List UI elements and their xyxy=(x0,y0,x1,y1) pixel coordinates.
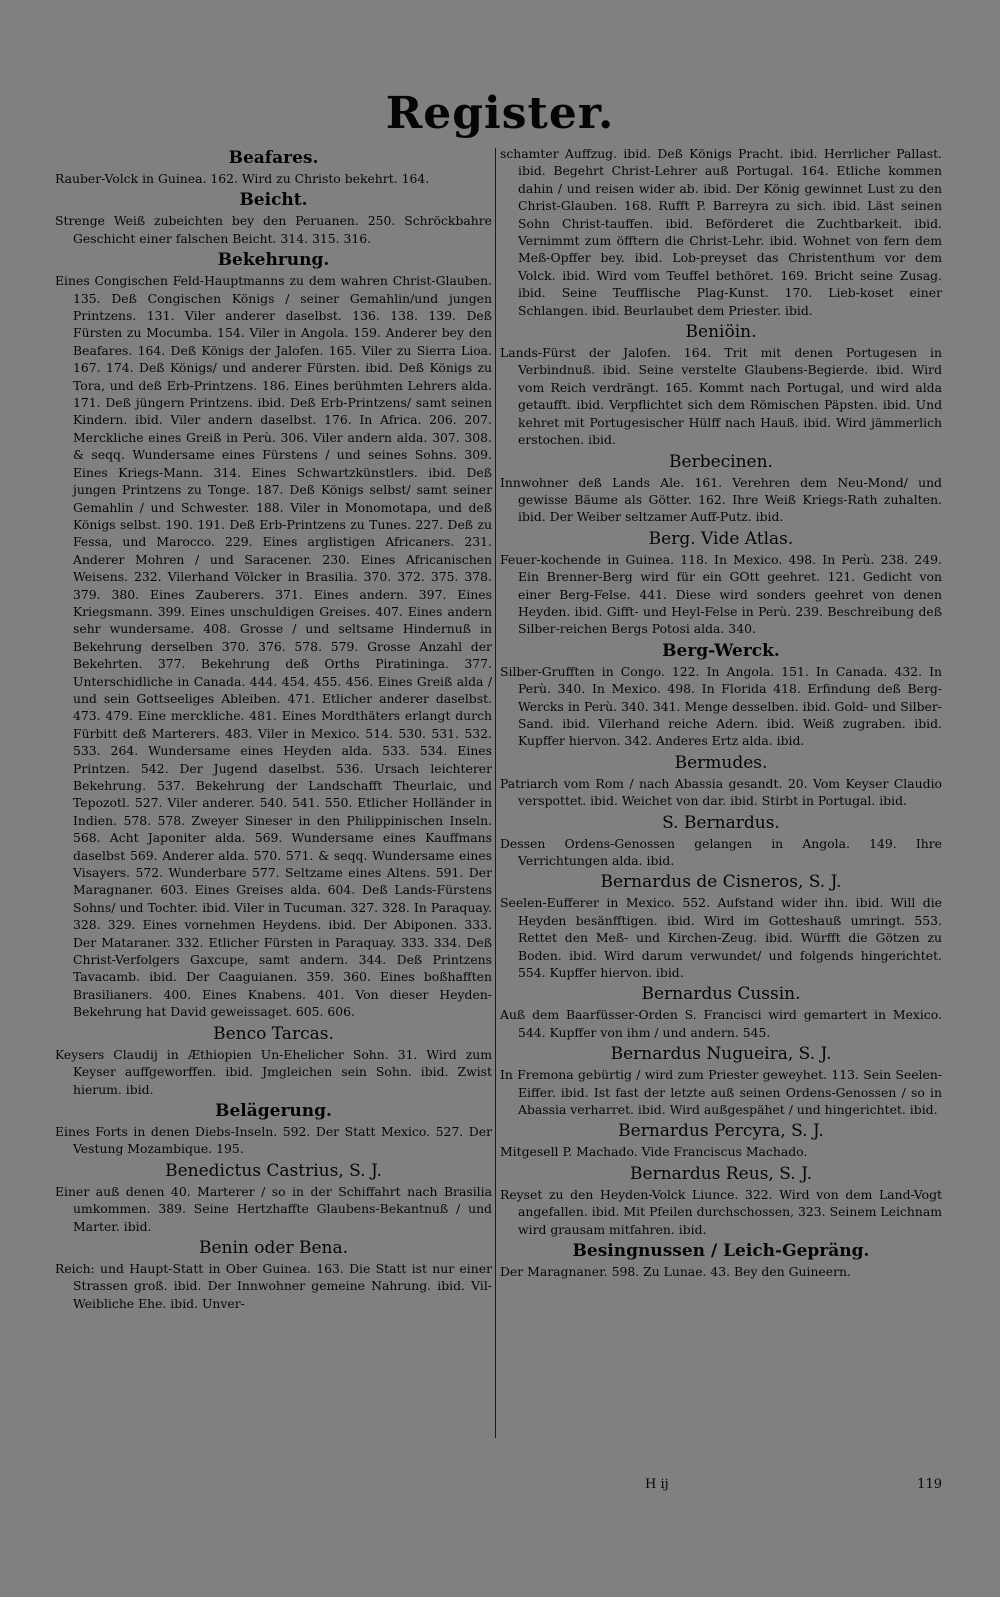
column-divider xyxy=(495,148,496,1438)
register-entry: Strenge Weiß zubeichten bey den Peruanen. 250. Schröckbahre Geschicht einer falschen Beicht. 314. 315. 316. xyxy=(55,213,492,246)
register-heading: S. Bernardus. xyxy=(662,812,780,833)
register-entry: Dessen Ordens-Genossen gelangen in Angola. 149. Ihre Verrichtungen alda. ibid. xyxy=(500,835,942,868)
register-heading: Besingnussen / Leich-Gepräng. xyxy=(572,1241,870,1262)
signature-mark: H ij xyxy=(645,1477,669,1492)
register-heading: Belägerung. xyxy=(215,1100,332,1121)
page-title: Register. xyxy=(385,88,615,139)
left-column xyxy=(55,145,492,1312)
register-entry: Auß dem Baarfüsser-Orden S. Francisci wird gemartert in Mexico. 544. Kupffer von ihm / und andern. 545. xyxy=(500,1007,942,1040)
register-heading: Bernardus Cussin. xyxy=(641,984,801,1005)
register-entry: Reich: und Haupt-Statt in Ober Guinea. 163. Die Statt ist nur einer Strassen groß. ibid. Der Innwohner gemeine Nahrung. ibid. Vil-Weibliche Ehe. ibid. Unver- xyxy=(55,1260,492,1311)
register-heading: Benco Tarcas. xyxy=(213,1023,334,1044)
register-entry: Keysers Claudij in Æthiopien Un-Ehelicher Sohn. 31. Wird zum Keyser auffgeworffen. ibid. Jmgleichen sein Sohn. ibid. Zwist hierum. ibid. xyxy=(55,1046,492,1097)
register-heading: Bernardus Nugueira, S. J. xyxy=(610,1044,832,1065)
register-entry: Rauber-Volck in Guinea. 162. Wird zu Christo bekehrt. 164. xyxy=(55,171,430,186)
register-heading: Bekehrung. xyxy=(217,250,330,271)
register-entry: In Fremona gebürtig / wird zum Priester geweyhet. 113. Sein Seelen-Eiffer. ibid. Ist fast der letzte auß seinen Ordens-Genossen / so in Abassia verharret. ibid. Wird außgespähet / und hingerichtet. ibid. xyxy=(500,1067,942,1118)
register-entry: Reyset zu den Heyden-Volck Liunce. 322. Wird von dem Land-Vogt angefallen. ibid. Mit Pfeilen durchschossen, 323. Seinem Leichnam wird grausam mitfahren. ibid. xyxy=(500,1186,942,1237)
register-entry: Innwohner deß Lands Ale. 161. Verehren dem Neu-Mond/ und gewisse Bäume als Götter. 162. Ihre Weiß Kriegs-Rath zuhalten. ibid. Der Weiber seltzamer Auff-Putz. ibid. xyxy=(500,474,942,525)
register-entry: Eines Forts in denen Diebs-Inseln. 592. Der Statt Mexico. 527. Der Vestung Mozambique. 195. xyxy=(55,1123,492,1157)
register-entry: Lands-Fürst der Jalofen. 164. Trit mit denen Portugesen in Verbindnuß. ibid. Seine verstelte Glaubens-Begierde. ibid. Wird vom Reich verdrängt. 165. Kommt nach Portugal, und wird alda getaufft. ibid. Verpflichtet sich dem Römischen Päpsten. ibid. Und kehret mit Portugesischer Hülff nach Hauß. ibid. Wird jämmerlich erstochen. ibid. xyxy=(500,345,942,448)
register-heading: Beafares. xyxy=(228,148,319,168)
register-entry: schamter Auffzug. ibid. Deß Königs Pracht. ibid. Herrlicher Pallast. ibid. Begehrt Christ-Lehrer auß Portugal. 164. Etliche kommen dahin / und reisen wider ab. ibid. Der König gewinnet Lust zu den Christ-Glauben. 168. Rufft P. Barreyra zu sich. ibid. Läst seinen Sohn Christ-tauffen. ibid. Beförderet die Zuchtbarkeit. ibid. Vernimmt zum öfftern die Christ-Lehr. ibid. Wohnet von fern dem Meß-Opffer bey. ibid. Lob-preyset das Christenthum vor dem Volck. ibid. Wird vom Teuffel bethöret. 169. Bricht seine Zusag. ibid. Seine Teufflische Plag-Kunst. 170. Lieb-koset einer Schlangen. ibid. Beurlaubet dem Priester. ibid. xyxy=(500,146,942,318)
register-entry: Eines Congischen Feld-Hauptmanns zu dem wahren Christ-Glauben. 135. Deß Congischen Königs / seiner Gemahlin/und jungen Printzens. 131. Viler anderer daselbst. 136. 138. 139. Deß Fürsten zu Mocumba. 154. Viler in Angola. 159. Anderer bey den Beafares. 164. Deß Königs der Jalofen. 165. Viler zu Sierra Lioa. 167. 174. Deß Königs/ und anderer Fürsten. ibid. Deß Königs zu Tora, und deß Erb-Printzens. 186. Eines berühmten Lehrers alda. 171. Deß jüngern Printzens. ibid. Deß Erb-Printzens/ samt seinen Kindern. ibid. Viler andern daselbst. 176. In Africa. 206. 207. Merckliche eines Greiß in Perù. 306. Viler andern alda. 307. 308. & seqq. Wundersame eines Fürstens / und seines Sohns. 309. Eines Kriegs-Mann. 314. Eines Schwartzkünstlers. ibid. Deß jungen Printzens zu Tonge. 187. Deß Königs selbst/ samt seiner Gemahlin / und Schwester. 188. Viler in Monomotapa, und deß Königs selbst. 190. 191. Deß Erb-Printzens zu Tunes. 227. Deß zu Fessa, und Marocco. 229. Eines arglistigen Africaners. 231. Anderer Mohren / und Saracener. 230. Eines Africanischen Weisens. 232. Vilerhand Völcker in Brasilia. 370. 372. 375. 378. 379. 380. Eines Zauberers. 371. Eines andern. 397. Eines Kriegsmann. 399. Eines unschuldigen Greises. 407. Eines andern sehr wundersame. 408. Grosse / und seltsame Hindernuß in Bekehrung derselben 370. 376. 578. 579. Grosse Anzahl der Bekehrten. 377. Bekehrung deß Orths Piratininga. 377. Unterschidliche in Canada. 444. 454. 455. 456. Eines Greiß alda / und sein Gottseeliges Ableiben. 471. Etlicher anderer daselbst. 473. 479. Eine merckliche. 481. Eines Mordthäters erlangt durch Fürbitt deß Marterers. 483. Viler in Mexico. 514. 530. 531. 532. 533. 264. Wundersame eines Heyden alda. 533. 534. Eines Printzen. 542. Der Jugend daselbst. 536. Ursach leichterer Bekehrung. 537. Bekehrung der Landschafft Theurlaic, und Tepozotl. 527. Viler anderer. 540. 541. 550. Etlicher Holländer in Indien. 578. 578. Zweyer Sineser in den Philippinischen Inseln. 568. Acht Japoniter alda. 569. Wundersame eines Kauffmans daselbst 569. Anderer alda. 570. 571. & seqq. Wundersame eines Visayers. 572. Wunderbare 577. Seltzame eines Altens. 591. Der Maragnaner. 603. Eines Greises alda. 604. Deß Lands-Fürstens Sohns/ und Tochter. ibid. Viler in Tucuman. 327. 328. In Paraquay. 328. 329. Eines vornehmen Heydens. ibid. Der Abiponen. 333. Der Mataraner. 332. Etlicher Fürsten in Paraquay. 333. 334. Deß Christ-Verfolgers Gaxcupe, samt andern. 344. Deß Printzens Tavacamb. ibid. Der Caaguianen. 359. 360. Eines boßhafften Brasilianers. 400. Eines Knabens. 401. Von dieser Heyden-Bekehrung hat David geweissaget. 605. 606. xyxy=(55,273,492,1020)
register-heading: Berbecinen. xyxy=(669,451,773,472)
register-heading: Bernardus de Cisneros, S. J. xyxy=(600,872,842,893)
register-heading: Beicht. xyxy=(239,190,308,211)
right-column xyxy=(500,145,942,1281)
register-heading: Benin oder Bena. xyxy=(198,1237,349,1258)
register-entry: Feuer-kochende in Guinea. 118. In Mexico. 498. In Perù. 238. 249. Ein Brenner-Berg wird für ein GOtt geehret. 121. Gedicht von einer Berg-Felse. 441. Diese wird sonders geehret von denen Heyden. ibid. Gifft- und Heyl-Felse in Perù. 239. Beschreibung deß Silber-reichen Bergs Potosi alda. 340. xyxy=(500,551,942,637)
register-heading: Benedictus Castrius, S. J. xyxy=(165,1160,382,1181)
register-heading: Bernardus Percyra, S. J. xyxy=(618,1121,824,1142)
register-heading: Beniöin. xyxy=(685,322,757,343)
register-heading: Bernardus Reus, S. J. xyxy=(630,1163,812,1184)
register-entry: Silber-Grufften in Congo. 122. In Angola. 151. In Canada. 432. In Perù. 340. In Mexico. 498. In Florida 418. Erfindung deß Berg-Wercks in Perù. 340. 341. Menge desselben. ibid. Gold- und Silber-Sand. ibid. Vilerhand reiche Adern. ibid. Weiß zugraben. ibid. Kupffer hiervon. 342. Anderes Ertz alda. ibid. xyxy=(500,663,942,749)
register-entry: Mitgesell P. Machado. Vide Franciscus Machado. xyxy=(500,1144,808,1160)
register-entry: Der Maragnaner. 598. Zu Lunae. 43. Bey den Guineern. xyxy=(500,1264,851,1280)
register-entry: Patriarch vom Rom / nach Abassia gesandt. 20. Vom Keyser Claudio verspottet. ibid. Weichet von dar. ibid. Stirbt in Portugal. ibid. xyxy=(500,775,942,809)
register-heading: Berg-Werck. xyxy=(662,640,780,661)
register-entry: Seelen-Eufferer in Mexico. 552. Aufstand wider ihn. ibid. Will die Heyden besänfftigen. ibid. Wird im Gotteshauß umringt. 553. Rettet den Meß- und Kirchen-Zeug. ibid. Würfft die Götzen zu Boden. ibid. Wird darum verwundet/ und folgends hingerichtet. 554. Kupffer hiervon. ibid. xyxy=(500,895,942,981)
register-heading: Berg. Vide Atlas. xyxy=(648,528,794,549)
page-number: 119 xyxy=(917,1477,942,1492)
register-entry: Einer auß denen 40. Marterer / so in der Schiffahrt nach Brasilia umkommen. 389. Seine Hertzhaffte Glaubens-Bekantnuß / und Marter. ibid. xyxy=(55,1183,492,1234)
register-heading: Bermudes. xyxy=(674,752,768,773)
